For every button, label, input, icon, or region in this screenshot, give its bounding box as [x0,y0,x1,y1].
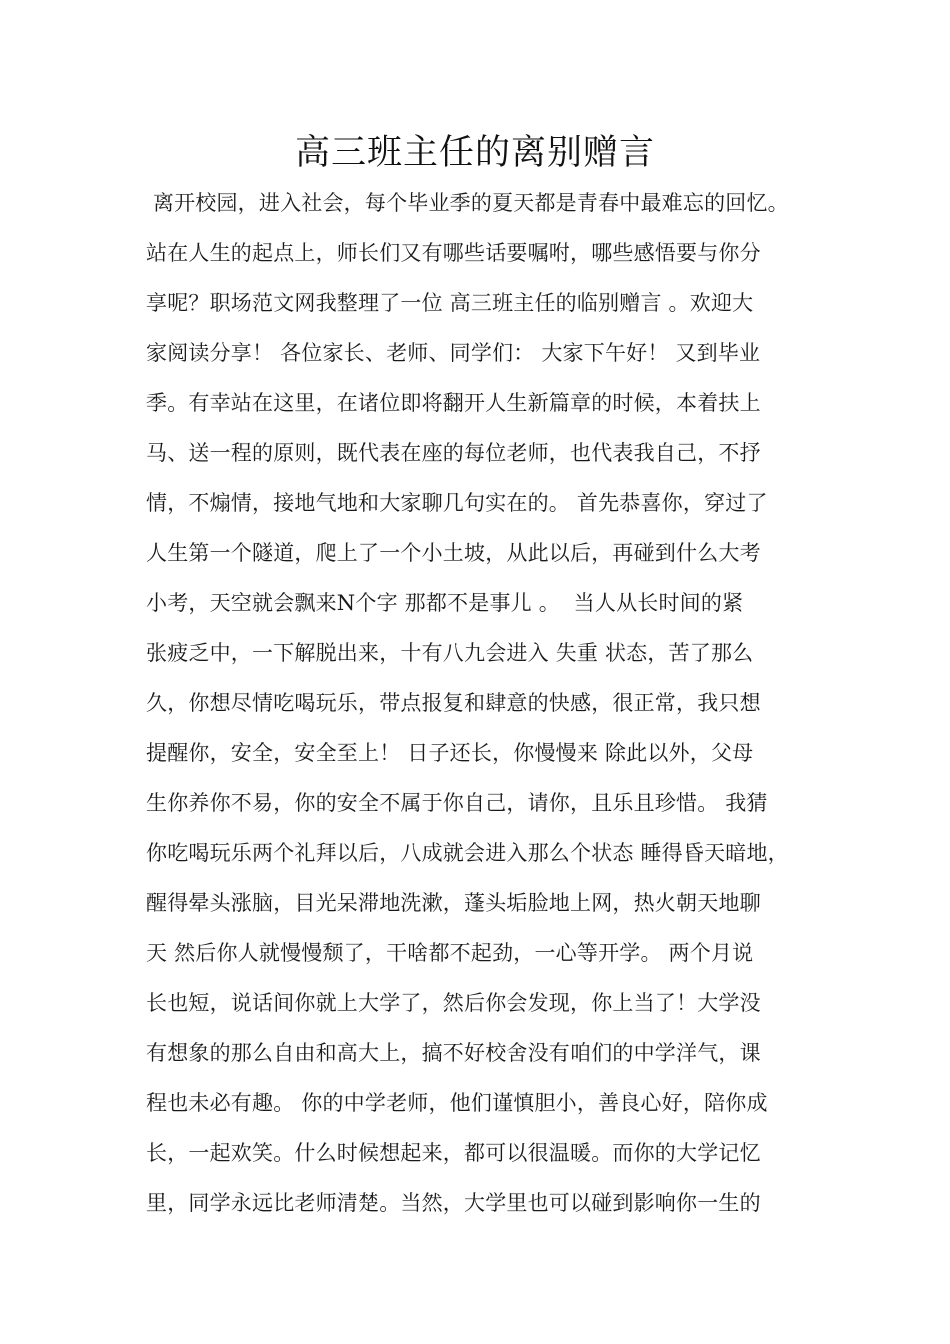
body-line: 提醒你，安全，安全至上！ 日子还长，你慢慢来 除此以外，父母 [146,741,754,765]
body-line: 家阅读分享！ 各位家长、老师、同学们： 大家下午好！ 又到毕业 [146,341,761,365]
body-line: 里，同学永远比老师清楚。当然，大学里也可以碰到影响你一生的 [146,1191,761,1215]
body-line: 长，一起欢笑。什么时候想起来，都可以很温暖。而你的大学记忆 [146,1141,761,1165]
body-line: 有想象的那么自由和高大上，搞不好校舍没有咱们的中学洋气，课 [146,1041,761,1065]
body-line: 醒得晕头涨脑，目光呆滞地洗漱，蓬头垢脸地上网，热火朝天地聊 [146,891,761,915]
body-line: 长也短，说话间你就上大学了，然后你会发现，你上当了！大学没 [146,991,761,1015]
body-line: 站在人生的起点上，师长们又有哪些话要嘱咐，哪些感悟要与你分 [146,241,761,265]
body-line: 小考，天空就会飘来N个字 那都不是事儿 。 当人从长时间的紧 [146,591,744,615]
body-line: 季。有幸站在这里，在诸位即将翻开人生新篇章的时候，本着扶上 [146,391,761,415]
body-line: 你吃喝玩乐两个礼拜以后，八成就会进入那么个状态 睡得昏天暗地， [146,841,789,865]
body-line: 程也未必有趣。 你的中学老师，他们谨慎胆小，善良心好，陪你成 [146,1091,768,1115]
document-title: 高三班主任的离别赠言 [294,133,655,173]
body-line: 人生第一个隧道，爬上了一个小土坡，从此以后，再碰到什么大考 [146,541,761,565]
document-body [146,178,836,1228]
body-line: 生你养你不易，你的安全不属于你自己，请你，且乐且珍惜。 我猜 [146,791,768,815]
body-line: 久，你想尽情吃喝玩乐，带点报复和肆意的快感，很正常，我只想 [146,691,761,715]
body-line: 天 然后你人就慢慢颓了，干啥都不起劲，一心等开学。 两个月说 [146,941,754,965]
body-line: 张疲乏中，一下解脱出来，十有八九会进入 失重 状态，苦了那么 [146,641,754,665]
body-line: 离开校园，进入社会，每个毕业季的夏天都是青春中最难忘的回忆。 [146,191,789,215]
body-line: 享呢？职场范文网我整理了一位 高三班主任的临别赠言 。欢迎大 [146,291,754,315]
body-line: 情，不煽情，接地气地和大家聊几句实在的。 首先恭喜你，穿过了 [146,491,768,515]
body-line: 马、送一程的原则，既代表在座的每位老师，也代表我自己，不抒 [146,441,761,465]
